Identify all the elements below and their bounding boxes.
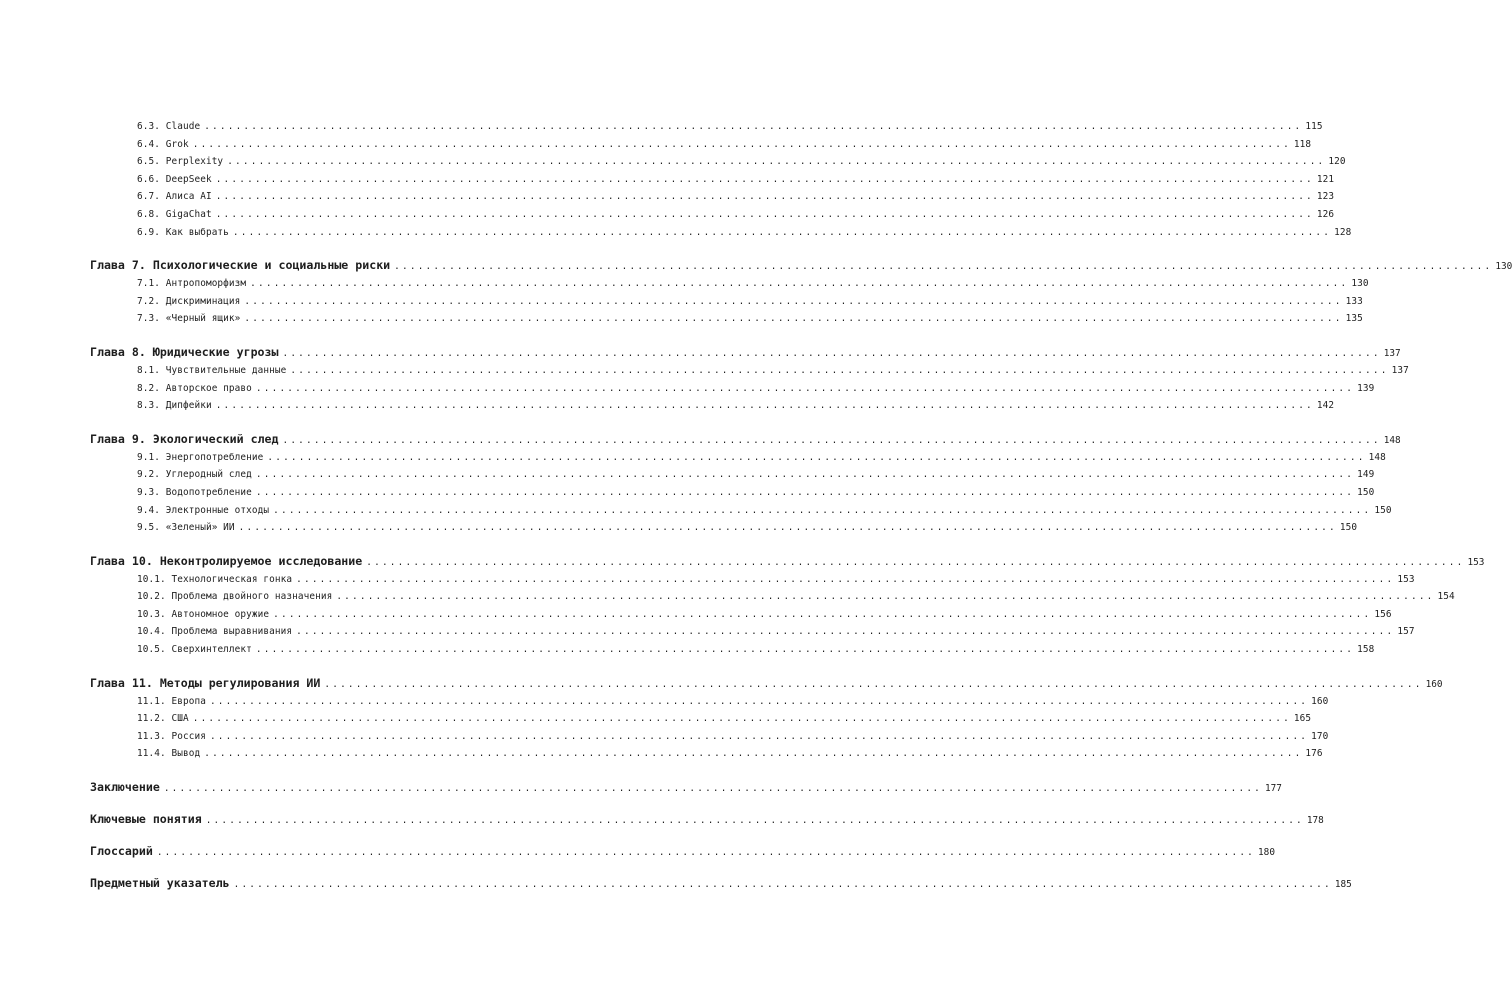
dot-leader: ............................................................................................................................................ [204,121,1303,132]
entry-page: 148 [1368,451,1386,463]
chapter-heading[interactable] [90,255,1512,275]
entry-title: Авторское право [165,382,252,394]
entry-number: 10.4. [137,626,166,638]
chapter-title: Экологический след [152,431,279,446]
chapter-page: 148 [1383,434,1401,446]
entry-page: 149 [1357,469,1375,481]
entry-title: Водопотребление [165,486,252,498]
entry-number: 6.5. [137,156,160,168]
endmatter-conclusion[interactable] [90,777,1282,797]
endmatter-title: Ключевые понятия [90,812,202,827]
entry-page: 121 [1316,173,1335,185]
entry-title: Алиса AI [165,191,212,203]
entry-title: Дипфейки [165,400,212,412]
entry-title: Дискриминация [165,295,241,307]
toc-entry[interactable] [90,171,1335,189]
entry-number: 8.1. [137,364,160,376]
dot-leader: ............................................................................................................................................ [163,783,1263,795]
entry-number: 9.4. [137,504,160,516]
toc-entry[interactable] [90,397,1335,415]
endmatter-page: 185 [1334,879,1352,891]
chapter-number: Глава 10. [90,553,153,568]
chapter-number: Глава 8. [90,344,146,359]
entry-number: 8.3. [137,400,160,412]
dot-leader: ............................................................................................................................................ [215,208,1314,220]
dot-leader: ............................................................................................................................................ [267,451,1366,463]
chapter-page: 137 [1383,347,1401,359]
entry-number: 10.2. [137,591,166,603]
entry-page: 150 [1357,486,1375,498]
entry-title: GigaChat [165,208,212,220]
entry-number: 11.3. [137,730,166,742]
entry-title: Электронные отходы [165,504,270,516]
dot-leader: ............................................................................................................................................ [282,434,1381,446]
entry-page: 170 [1311,730,1329,742]
toc-entry[interactable] [90,380,1375,398]
entry-page: 176 [1305,748,1323,760]
endmatter-title: Глоссарий [90,844,153,859]
chapter-heading[interactable] [90,673,1443,693]
entry-page: 154 [1437,591,1455,603]
toc-entry[interactable] [90,206,1335,224]
entry-title: Чувствительные данные [165,364,287,376]
toc-entry[interactable] [90,118,1323,136]
entry-title: Grok [165,138,189,150]
entry-page: 115 [1305,121,1323,132]
toc-entry[interactable] [90,623,1415,641]
toc-entry[interactable] [90,571,1415,589]
chapter-title: Психологические и социальные риски [152,258,391,273]
entry-page: 118 [1293,138,1312,150]
toc-group-chapter-10 [90,551,1485,659]
toc-entry[interactable] [90,224,1352,242]
entry-page: 142 [1316,400,1335,412]
entry-number: 10.3. [137,608,166,620]
entry-title: Россия [171,730,206,742]
entry-number: 11.1. [137,695,166,707]
entry-number: 11.4. [137,748,166,760]
entry-number: 6.3. [137,121,160,132]
dot-leader: ............................................................................................................................................ [296,573,1395,585]
chapter-page: 160 [1425,678,1443,690]
toc-entry[interactable] [90,310,1363,328]
dot-leader: ............................................................................................................................................ [192,713,1291,725]
entry-title: США [171,713,189,725]
entry-number: 8.2. [137,382,160,394]
dot-leader: ............................................................................................................................................ [227,156,1326,168]
entry-title: Как выбрать [165,226,229,238]
chapter-page: 153 [1467,556,1485,568]
toc-entry[interactable] [90,745,1323,763]
toc-group-chapter-6 [90,118,1352,241]
dot-leader: ............................................................................................................................................ [209,730,1309,742]
toc-entry[interactable] [90,362,1409,380]
entry-title: Углеродный след [165,469,252,481]
dot-leader: ............................................................................................................................................ [324,678,1423,690]
dot-leader: ............................................................................................................................................ [215,173,1314,185]
dot-leader: ............................................................................................................................................ [296,626,1395,638]
entry-title: Технологическая гонка [171,573,293,585]
dot-leader: ............................................................................................................................................ [244,313,1343,325]
entry-number: 7.3. [137,313,160,325]
endmatter-glossary[interactable] [90,841,1275,861]
dot-leader: ............................................................................................................................................ [238,522,1337,534]
chapter-number: Глава 9. [90,431,146,446]
entry-number: 7.2. [137,295,160,307]
toc-group-chapter-8 [90,342,1409,415]
entry-number: 6.8. [137,208,160,220]
entry-number: 6.4. [137,138,160,150]
endmatter-page: 180 [1258,847,1275,859]
toc-entry[interactable] [90,606,1392,624]
toc-entry[interactable] [90,188,1335,206]
dot-leader: ............................................................................................................................................ [255,469,1355,481]
dot-leader: ............................................................................................................................................ [366,556,1465,568]
dot-leader: ............................................................................................................................................ [250,278,1349,290]
toc-group-chapter-11 [90,673,1443,763]
toc-entry[interactable] [90,502,1392,520]
entry-title: Энергопотребление [165,451,264,463]
entry-number: 6.7. [137,191,160,203]
chapter-heading[interactable] [90,551,1485,571]
toc-group-chapter-9 [90,429,1401,537]
entry-title: Проблема двойного назначения [171,591,333,603]
chapter-heading[interactable] [90,429,1401,449]
toc-entry[interactable] [90,519,1358,537]
dot-leader: ............................................................................................................................................ [233,879,1332,891]
endmatter-title: Предметный указатель [90,876,230,891]
entry-number: 9.1. [137,451,160,463]
chapter-title: Неконтролируемое исследование [159,553,363,568]
toc-entry[interactable] [90,136,1312,154]
entry-title: DeepSeek [165,173,212,185]
dot-leader: ............................................................................................................................................ [255,486,1355,498]
dot-leader: ............................................................................................................................................ [282,347,1381,359]
toc-entry[interactable] [90,641,1375,659]
entry-page: 135 [1345,313,1363,325]
toc-entry[interactable] [90,728,1329,746]
toc-entry[interactable] [90,293,1363,311]
entry-page: 153 [1397,573,1415,585]
entry-page: 137 [1391,364,1409,376]
endmatter-page: 177 [1265,783,1282,795]
dot-leader: ............................................................................................................................................ [290,364,1389,376]
entry-number: 7.1. [137,278,160,290]
toc-entry[interactable] [90,275,1369,293]
entry-number: 9.3. [137,486,160,498]
endmatter-key-concepts[interactable] [90,809,1324,829]
endmatter-page: 178 [1306,815,1324,827]
dot-leader: ............................................................................................................................................ [156,847,1256,859]
entry-page: 160 [1311,695,1329,707]
dot-leader: ............................................................................................................................................ [232,226,1332,238]
entry-number: 9.5. [137,522,160,534]
chapter-title: Юридические угрозы [152,344,279,359]
dot-leader: ............................................................................................................................................ [209,695,1309,707]
entry-page: 120 [1328,156,1346,168]
entry-page: 133 [1345,295,1363,307]
entry-title: Сверхинтеллект [171,644,252,656]
entry-page: 150 [1339,522,1358,534]
dot-leader: ............................................................................................................................................ [255,644,1355,656]
entry-number: 11.2. [137,713,166,725]
dot-leader: ............................................................................................................................................ [192,138,1291,150]
entry-page: 165 [1293,713,1312,725]
dot-leader: ............................................................................................................................................ [215,400,1314,412]
toc-entry[interactable] [90,484,1375,502]
dot-leader: ............................................................................................................................................ [244,295,1343,307]
chapter-number: Глава 7. [90,258,146,273]
entry-title: Европа [171,695,206,707]
chapter-title: Методы регулирования ИИ [159,675,321,690]
entry-page: 158 [1357,644,1375,656]
toc-entry[interactable] [90,710,1312,728]
entry-page: 123 [1316,191,1335,203]
endmatter-title: Заключение [90,780,160,795]
dot-leader: ............................................................................................................................................ [215,191,1314,203]
toc-entry[interactable] [90,466,1375,484]
entry-title: Вывод [171,748,201,760]
entry-title: Антропоморфизм [165,278,247,290]
endmatter-subject-index[interactable] [90,873,1352,893]
entry-title: Perplexity [165,156,224,168]
entry-page: 130 [1351,278,1369,290]
dot-leader: ............................................................................................................................................ [204,748,1303,760]
entry-number: 9.2. [137,469,160,481]
toc-group-chapter-7 [90,255,1512,328]
toc-entry[interactable] [90,693,1329,711]
table-of-contents [90,118,1512,893]
entry-title: «Зеленый» ИИ [165,522,235,534]
toc-entry[interactable] [90,153,1346,171]
entry-title: «Черный ящик» [165,313,241,325]
entry-title: Claude [165,121,201,132]
entry-number: 6.9. [137,226,160,238]
chapter-heading[interactable] [90,342,1401,362]
dot-leader: ............................................................................................................................................ [394,261,1493,273]
toc-entry[interactable] [90,449,1386,467]
entry-page: 156 [1374,608,1392,620]
dot-leader: ............................................................................................................................................ [255,382,1355,394]
entry-page: 150 [1374,504,1392,516]
entry-number: 10.5. [137,644,166,656]
entry-page: 126 [1316,208,1335,220]
dot-leader: ............................................................................................................................................ [273,504,1372,516]
entry-page: 128 [1334,226,1352,238]
entry-title: Автономное оружие [171,608,270,620]
entry-title: Проблема выравнивания [171,626,293,638]
chapter-number: Глава 11. [90,675,153,690]
dot-leader: ............................................................................................................................................ [205,815,1304,827]
entry-number: 6.6. [137,173,160,185]
dot-leader: ............................................................................................................................................ [273,608,1372,620]
entry-page: 157 [1397,626,1415,638]
dot-leader: ............................................................................................................................................ [336,591,1435,603]
chapter-page: 130 [1495,261,1512,273]
entry-page: 139 [1357,382,1375,394]
entry-number: 10.1. [137,573,166,585]
toc-entry[interactable] [90,588,1455,606]
